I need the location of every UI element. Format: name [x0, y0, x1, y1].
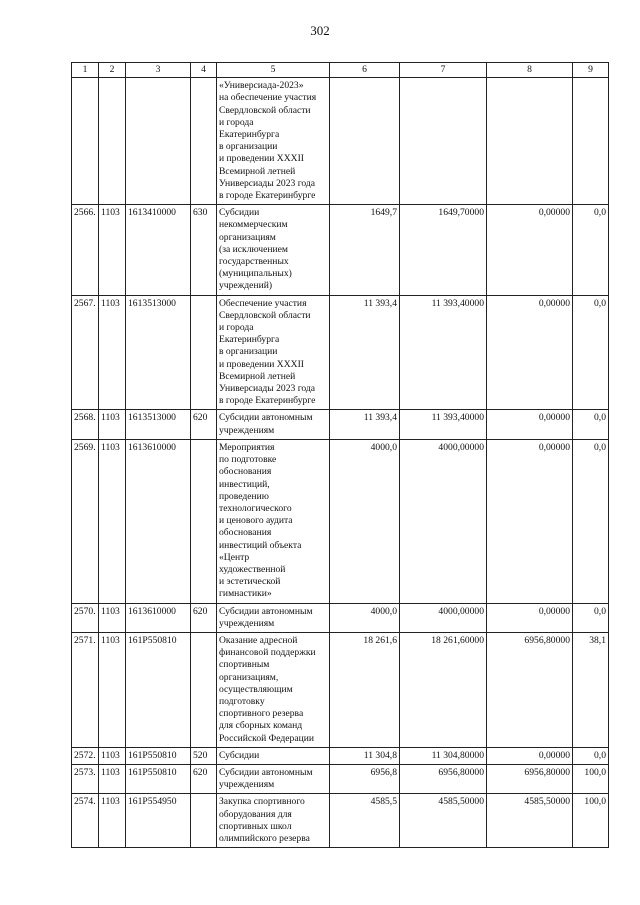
expense-type-cell: 520	[191, 747, 217, 764]
approved-amount-cell: 1649,70000	[400, 205, 487, 295]
approved-amount-cell: 6956,80000	[400, 764, 487, 793]
table-row	[72, 439, 609, 603]
target-code-cell: 1613410000	[126, 205, 191, 295]
item-name-line: инвестиций объекта	[219, 539, 302, 551]
item-name-line: и эстетической	[219, 576, 281, 588]
item-name-cell	[217, 632, 330, 747]
expense-type-cell	[191, 632, 217, 747]
item-name-line: Обеспечение участия	[219, 297, 307, 309]
section-code-cell: 1103	[99, 439, 126, 603]
target-code-cell: 1613513000	[126, 410, 191, 439]
table-row	[72, 410, 609, 439]
percent-cell: 0,0	[573, 747, 609, 764]
item-name-line: и города	[219, 116, 254, 128]
table-row	[72, 295, 609, 410]
approved-amount-cell: 11 393,40000	[400, 295, 487, 410]
table-row	[72, 632, 609, 747]
item-name-line: в организации	[219, 141, 278, 153]
section-code-cell: 1103	[99, 603, 126, 632]
item-name-line: и ценового аудита	[219, 515, 293, 527]
plan-amount-cell: 11 393,4	[330, 295, 400, 410]
section-code-cell: 1103	[99, 747, 126, 764]
item-name-line: Универсиады 2023 года	[219, 383, 316, 395]
plan-amount-cell: 4000,0	[330, 439, 400, 603]
item-name-cell	[217, 439, 330, 603]
column-header: 1	[72, 63, 99, 78]
executed-amount-cell: 0,00000	[487, 603, 573, 632]
row-number-cell: 2569.	[72, 439, 99, 603]
approved-amount-cell: 4585,50000	[400, 794, 487, 848]
table-row	[72, 764, 609, 793]
item-name-line: (за исключением	[219, 243, 288, 255]
percent-cell	[573, 78, 609, 205]
item-name-line: и проведении XXXII	[219, 358, 304, 370]
column-header: 6	[330, 63, 400, 78]
item-name-line: учреждениям	[219, 779, 275, 791]
item-name-line: гимнастики»	[219, 588, 272, 600]
item-name-line: финансовой поддержки	[219, 647, 316, 659]
table-row	[72, 205, 609, 295]
target-code-cell: 161P554950	[126, 794, 191, 848]
expense-type-cell: 630	[191, 205, 217, 295]
plan-amount-cell: 4000,0	[330, 603, 400, 632]
expense-type-cell: 620	[191, 410, 217, 439]
item-name-line: спортивного резерва	[219, 708, 304, 720]
item-name-line: организациям,	[219, 671, 279, 683]
section-code-cell	[99, 78, 126, 205]
item-name-line: учреждениям	[219, 617, 275, 629]
item-name-line: в городе Екатеринбурге	[219, 395, 316, 407]
approved-amount-cell: 11 304,80000	[400, 747, 487, 764]
expense-type-cell: 620	[191, 603, 217, 632]
expense-type-cell	[191, 794, 217, 848]
executed-amount-cell: 0,00000	[487, 295, 573, 410]
table-row	[72, 794, 609, 848]
percent-cell: 100,0	[573, 764, 609, 793]
target-code-cell: 161P550810	[126, 764, 191, 793]
item-name-line: Закупка спортивного	[219, 796, 305, 808]
item-name-line: Субсидии автономным	[219, 766, 313, 778]
row-number-cell: 2574.	[72, 794, 99, 848]
item-name-line: спортивным	[219, 659, 270, 671]
plan-amount-cell: 6956,8	[330, 764, 400, 793]
item-name-cell	[217, 205, 330, 295]
item-name-line: Всемирной летней	[219, 370, 296, 382]
row-number-cell: 2573.	[72, 764, 99, 793]
row-number-cell: 2570.	[72, 603, 99, 632]
table-row	[72, 78, 609, 205]
executed-amount-cell: 0,00000	[487, 747, 573, 764]
target-code-cell: 161P550810	[126, 632, 191, 747]
page-number: 302	[310, 23, 330, 38]
item-name-line: на обеспечение участия	[219, 92, 317, 104]
item-name-line: Екатеринбурга	[219, 129, 280, 141]
plan-amount-cell	[330, 78, 400, 205]
item-name-line: в организации	[219, 346, 278, 358]
target-code-cell: 161P550810	[126, 747, 191, 764]
item-name-line: «Центр	[219, 551, 250, 563]
item-name-line: по подготовке	[219, 454, 277, 466]
section-code-cell: 1103	[99, 632, 126, 747]
item-name-line: и проведении XXXII	[219, 153, 304, 165]
item-name-cell	[217, 747, 330, 764]
percent-cell: 0,0	[573, 410, 609, 439]
item-name-line: олимпийского резерва	[219, 832, 310, 844]
item-name-cell	[217, 295, 330, 410]
column-header: 2	[99, 63, 126, 78]
column-header: 4	[191, 63, 217, 78]
item-name-line: учреждениям	[219, 424, 275, 436]
item-name-cell	[217, 603, 330, 632]
item-name-line: Мероприятия	[219, 441, 275, 453]
expense-type-cell: 620	[191, 764, 217, 793]
item-name-line: спортивных школ	[219, 820, 292, 832]
item-name-line: обоснования	[219, 466, 272, 478]
plan-amount-cell: 4585,5	[330, 794, 400, 848]
row-number-cell	[72, 78, 99, 205]
item-name-line: обоснования	[219, 527, 272, 539]
section-code-cell: 1103	[99, 205, 126, 295]
item-name-line: (муниципальных)	[219, 268, 292, 280]
target-code-cell: 1613610000	[126, 439, 191, 603]
section-code-cell: 1103	[99, 764, 126, 793]
section-code-cell: 1103	[99, 295, 126, 410]
target-code-cell: 1613610000	[126, 603, 191, 632]
budget-table	[71, 62, 609, 848]
item-name-line: проведению	[219, 490, 269, 502]
plan-amount-cell: 18 261,6	[330, 632, 400, 747]
item-name-line: подготовку	[219, 695, 265, 707]
row-number-cell: 2571.	[72, 632, 99, 747]
column-header: 9	[573, 63, 609, 78]
item-name-line: и города	[219, 322, 254, 334]
plan-amount-cell: 1649,7	[330, 205, 400, 295]
header-row	[72, 63, 609, 78]
item-name-line: в городе Екатеринбурге	[219, 190, 316, 202]
item-name-line: Субсидии автономным	[219, 605, 313, 617]
item-name-line: инвестиций,	[219, 478, 270, 490]
percent-cell: 38,1	[573, 632, 609, 747]
item-name-cell	[217, 78, 330, 205]
item-name-cell	[217, 794, 330, 848]
item-name-line: Всемирной летней	[219, 165, 296, 177]
expense-type-cell	[191, 295, 217, 410]
plan-amount-cell: 11 393,4	[330, 410, 400, 439]
item-name-line: Субсидии	[219, 749, 260, 761]
item-name-line: осуществляющим	[219, 683, 293, 695]
item-name-line: некоммерческим	[219, 219, 288, 231]
item-name-line: технологического	[219, 502, 292, 514]
percent-cell: 0,0	[573, 295, 609, 410]
item-name-line: художественной	[219, 563, 286, 575]
executed-amount-cell: 6956,80000	[487, 764, 573, 793]
approved-amount-cell: 18 261,60000	[400, 632, 487, 747]
executed-amount-cell	[487, 78, 573, 205]
item-name-line: «Универсиада-2023»	[219, 80, 304, 92]
section-code-cell: 1103	[99, 794, 126, 848]
item-name-line: учреждений)	[219, 280, 273, 292]
item-name-line: Субсидии автономным	[219, 412, 313, 424]
expense-type-cell	[191, 78, 217, 205]
approved-amount-cell: 4000,00000	[400, 439, 487, 603]
row-number-cell: 2572.	[72, 747, 99, 764]
item-name-cell	[217, 410, 330, 439]
executed-amount-cell: 6956,80000	[487, 632, 573, 747]
item-name-line: организациям	[219, 231, 276, 243]
item-name-line: государственных	[219, 256, 289, 268]
target-code-cell	[126, 78, 191, 205]
item-name-line: Российской Федерации	[219, 732, 314, 744]
column-header: 3	[126, 63, 191, 78]
table-row	[72, 747, 609, 764]
row-number-cell: 2567.	[72, 295, 99, 410]
table-body	[72, 78, 609, 848]
executed-amount-cell: 4585,50000	[487, 794, 573, 848]
table-row	[72, 603, 609, 632]
approved-amount-cell: 4000,00000	[400, 603, 487, 632]
item-name-line: Субсидии	[219, 207, 260, 219]
expense-type-cell	[191, 439, 217, 603]
column-header: 5	[217, 63, 330, 78]
approved-amount-cell: 11 393,40000	[400, 410, 487, 439]
section-code-cell: 1103	[99, 410, 126, 439]
item-name-line: Свердловской области	[219, 309, 311, 321]
percent-cell: 0,0	[573, 439, 609, 603]
percent-cell: 0,0	[573, 603, 609, 632]
executed-amount-cell: 0,00000	[487, 205, 573, 295]
row-number-cell: 2566.	[72, 205, 99, 295]
item-name-line: Универсиады 2023 года	[219, 177, 316, 189]
column-header: 7	[400, 63, 487, 78]
executed-amount-cell: 0,00000	[487, 439, 573, 603]
percent-cell: 0,0	[573, 205, 609, 295]
item-name-line: Екатеринбурга	[219, 334, 280, 346]
target-code-cell: 1613513000	[126, 295, 191, 410]
executed-amount-cell: 0,00000	[487, 410, 573, 439]
row-number-cell: 2568.	[72, 410, 99, 439]
column-header: 8	[487, 63, 573, 78]
item-name-cell	[217, 764, 330, 793]
item-name-line: оборудования для	[219, 808, 292, 820]
percent-cell: 100,0	[573, 794, 609, 848]
item-name-line: Оказание адресной	[219, 634, 298, 646]
item-name-line: для сборных команд	[219, 720, 303, 732]
approved-amount-cell	[400, 78, 487, 205]
plan-amount-cell: 11 304,8	[330, 747, 400, 764]
item-name-line: Свердловской области	[219, 104, 311, 116]
